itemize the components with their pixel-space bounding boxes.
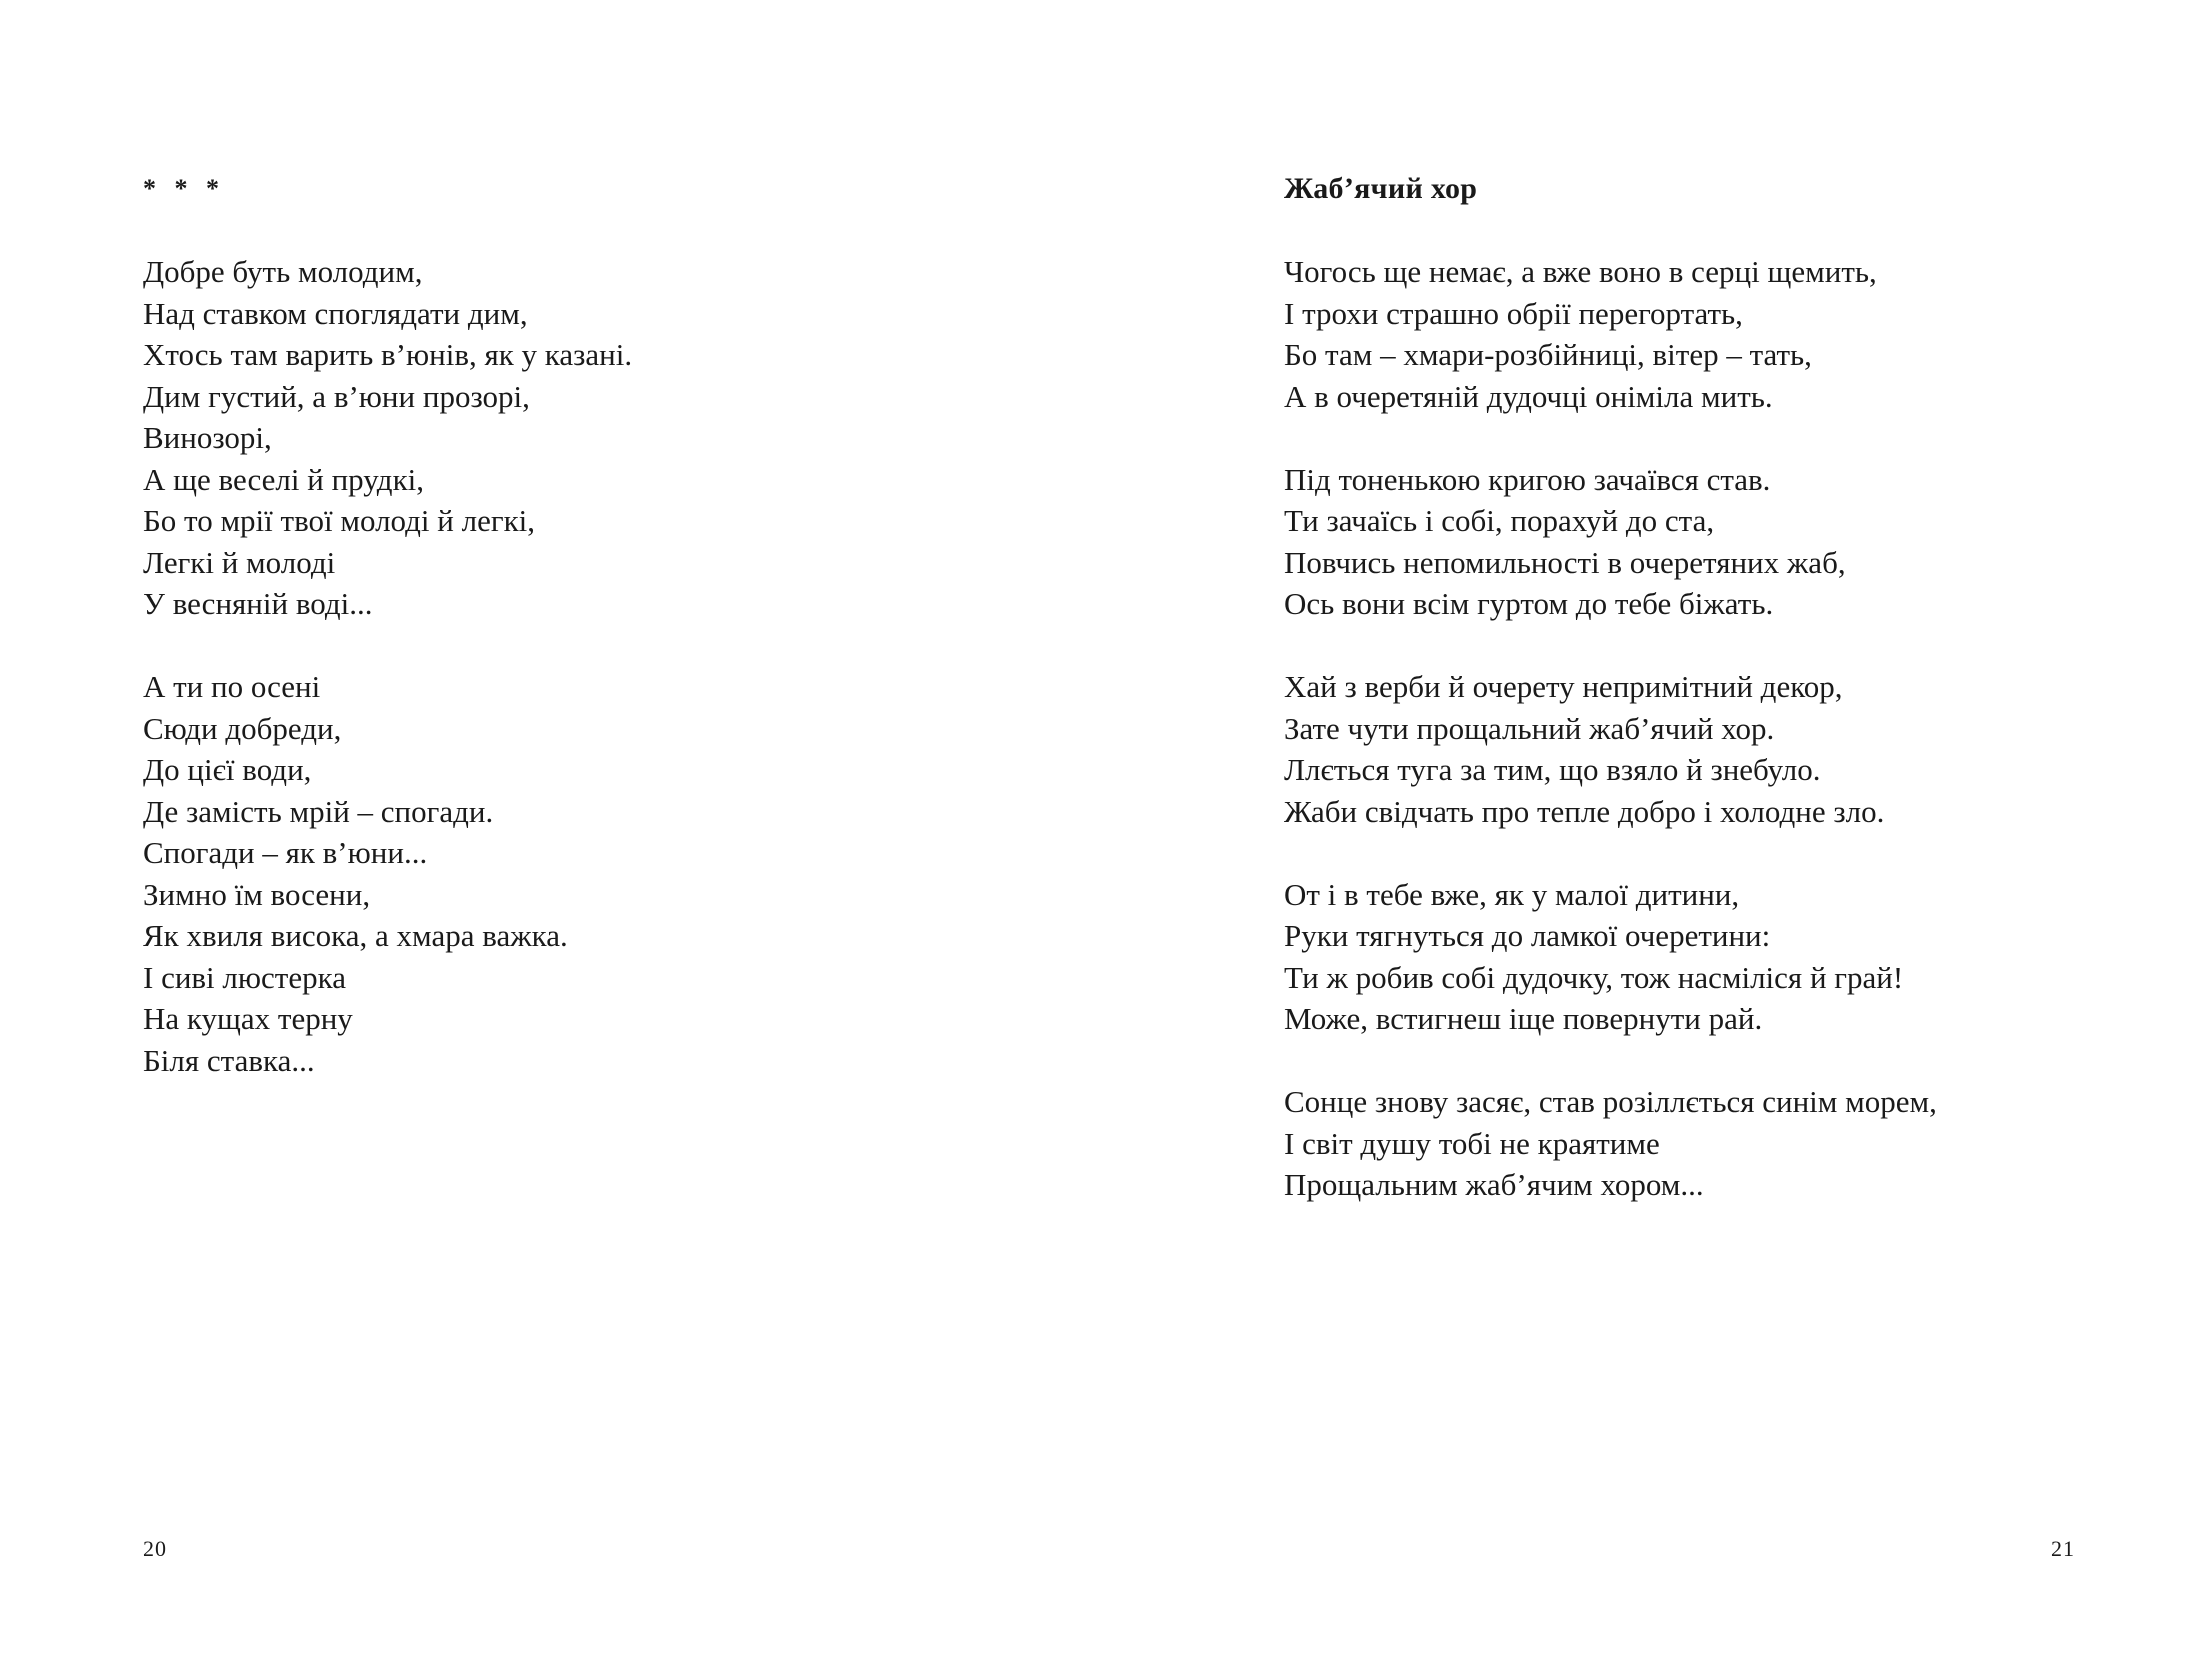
poem-line: Може, встигнеш іще повернути рай. xyxy=(1284,1001,1763,1036)
poem-line: Під тоненькою кригою зачаївся став. xyxy=(1284,461,1771,497)
poem-line: Ось вони всім гуртом до тебе біжать. xyxy=(1284,586,1774,621)
poem-line: Сюди добреди, xyxy=(143,710,342,746)
poem-line: До цієї води, xyxy=(143,752,312,787)
poem-line: Біля ставка... xyxy=(143,1042,315,1078)
poem-line: Ллється туга за тим, що взяло й знебуло. xyxy=(1284,752,1821,787)
poem-line: Над ставком споглядати дим, xyxy=(143,295,528,331)
poem-line: Бо там – хмари-розбійниці, вітер – тать, xyxy=(1284,337,1812,372)
poem-line: І сиві люстерка xyxy=(143,959,346,995)
poem-frog-choir xyxy=(1284,168,1937,1206)
page-number-left: 20 xyxy=(143,1536,167,1561)
poem-line: Зате чути прощальний жаб’ячий хор. xyxy=(1284,710,1775,746)
poem-line: І трохи страшно обрії перегортать, xyxy=(1284,295,1743,331)
poem-line: На кущах терну xyxy=(143,1001,353,1036)
poem-line: Добре буть молодим, xyxy=(143,254,423,289)
poem-line: Як хвиля висока, а хмара важка. xyxy=(143,918,568,953)
poem-untitled xyxy=(143,168,632,1081)
poem-line: А ще веселі й прудкі, xyxy=(143,461,424,497)
poem-line: Спогади – як в’юни... xyxy=(143,835,428,870)
poem-line: Ти ж робив собі дудочку, тож насміліся й грай! xyxy=(1284,959,1904,995)
poem-line: Хтось там варить в’юнів, як у казані. xyxy=(143,337,633,372)
stanza xyxy=(1284,874,1937,1040)
poem-line: Легкі й молоді xyxy=(143,544,336,580)
poem-line: І світ душу тобі не краятиме xyxy=(1284,1125,1660,1161)
right-page xyxy=(1102,0,2204,1654)
left-page xyxy=(0,0,1102,1654)
poem-line: А ти по осені xyxy=(143,669,321,704)
stanza xyxy=(1284,666,1937,832)
poem-line: А в очеретяній дудочці оніміла мить. xyxy=(1284,378,1773,414)
poem-line: Зимно їм восени, xyxy=(143,876,371,912)
poem-line: Повчись непомильності в очеретяних жаб, xyxy=(1284,544,1846,580)
poem-title: Жаб’ячий хор xyxy=(1284,172,1478,205)
poem-line: Прощальним жаб’ячим хором... xyxy=(1284,1167,1704,1202)
poem-line: Дим густий, а в’юни прозорі, xyxy=(143,378,530,414)
poem-line: Хай з верби й очерету непримітний декор, xyxy=(1284,669,1843,704)
page-number-right: 21 xyxy=(2051,1536,2075,1561)
poem-line: От і в тебе вже, як у малої дитини, xyxy=(1284,876,1740,912)
stanza xyxy=(1284,459,1937,625)
stanza xyxy=(143,251,632,625)
stanza xyxy=(1284,1081,1937,1206)
poem-line: Бо то мрії твої молоді й легкі, xyxy=(143,503,535,538)
poem-line: Де замість мрій – спогади. xyxy=(143,793,494,829)
poem-line: У весняній воді... xyxy=(143,586,373,621)
poem-line: Чогось ще немає, а вже воно в серці щемить, xyxy=(1284,254,1877,289)
poem-stanzas xyxy=(143,251,632,1081)
poem-stanzas xyxy=(1284,251,1937,1206)
poem-line: Ти зачаїсь і собі, порахуй до ста, xyxy=(1284,503,1715,538)
poem-title-asterisks: * * * xyxy=(143,174,225,203)
stanza xyxy=(1284,251,1937,417)
poem-line: Винозорі, xyxy=(143,420,272,455)
stanza xyxy=(143,666,632,1081)
poem-line: Жаби свідчать про тепле добро і холодне зло. xyxy=(1284,793,1885,829)
poem-line: Руки тягнуться до ламкої очеретини: xyxy=(1284,918,1771,953)
poem-line: Сонце знову засяє, став розіллється синім морем, xyxy=(1284,1084,1937,1119)
